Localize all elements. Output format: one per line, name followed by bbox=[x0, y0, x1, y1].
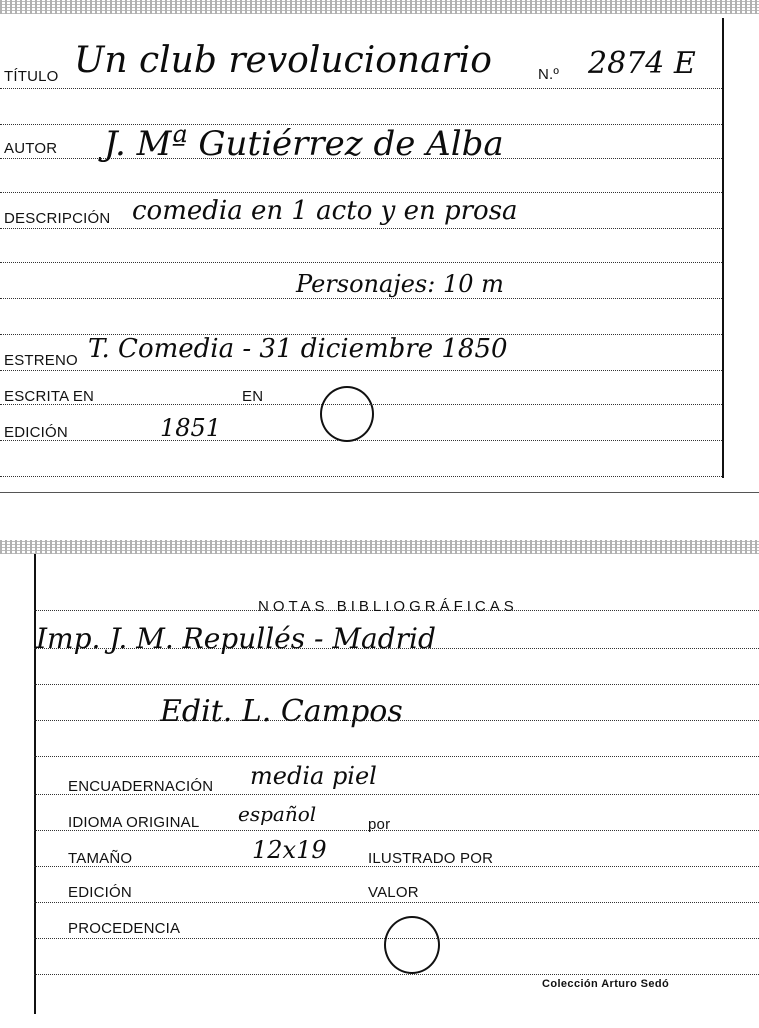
ruled-line bbox=[0, 298, 722, 299]
note-line-editor: Edit. L. Campos bbox=[160, 694, 403, 729]
escrita-label: ESCRITA EN bbox=[4, 388, 95, 405]
ruled-line bbox=[0, 192, 722, 193]
scan-edge-texture bbox=[0, 0, 759, 14]
personajes-value: Personajes: 10 m bbox=[296, 270, 504, 298]
titulo-label: TÍTULO bbox=[4, 68, 59, 85]
card-divider bbox=[0, 492, 759, 493]
ruled-line bbox=[0, 262, 722, 263]
autor-value: J. Mª Gutiérrez de Alba bbox=[104, 124, 504, 164]
numero-value: 2874 E bbox=[588, 46, 696, 81]
notas-heading: NOTAS BIBLIOGRÁFICAS bbox=[258, 598, 518, 615]
titulo-value: Un club revolucionario bbox=[74, 40, 492, 81]
descripcion-value: comedia en 1 acto y en prosa bbox=[132, 196, 518, 226]
card-right-edge bbox=[722, 18, 724, 478]
ruled-line bbox=[0, 476, 722, 477]
idioma-value: español bbox=[238, 802, 317, 826]
ruled-line bbox=[0, 370, 722, 371]
ruled-line bbox=[34, 974, 759, 975]
estreno-value: T. Comedia - 31 diciembre 1850 bbox=[88, 334, 508, 364]
ruled-line bbox=[0, 228, 722, 229]
encuadernacion-label: ENCUADERNACIÓN bbox=[68, 778, 214, 795]
catalog-card-front bbox=[0, 0, 759, 492]
descripcion-label: DESCRIPCIÓN bbox=[4, 210, 111, 227]
estreno-label: ESTRENO bbox=[4, 352, 78, 369]
edicion-label: EDICIÓN bbox=[4, 424, 68, 441]
note-line-imprenta: Imp. J. M. Repullés - Madrid bbox=[36, 622, 436, 655]
edicion-value: 1851 bbox=[160, 414, 222, 442]
tamano-value: 12x19 bbox=[252, 836, 327, 864]
numero-label: N.º bbox=[538, 66, 560, 83]
autor-label: AUTOR bbox=[4, 140, 58, 157]
por-label: por bbox=[368, 816, 391, 833]
procedencia-label: PROCEDENCIA bbox=[68, 920, 181, 937]
ruled-line bbox=[34, 684, 759, 685]
tamano-label: TAMAÑO bbox=[68, 850, 133, 867]
ilustrado-label: ILUSTRADO POR bbox=[368, 850, 494, 867]
stamp-circle bbox=[384, 916, 440, 974]
ruled-line bbox=[0, 440, 722, 441]
catalog-card-back bbox=[0, 540, 759, 1028]
idioma-label: IDIOMA ORIGINAL bbox=[68, 814, 200, 831]
stamp-circle bbox=[320, 386, 374, 442]
collection-credit: Colección Arturo Sedó bbox=[542, 978, 670, 990]
ruled-line bbox=[34, 902, 759, 903]
encuadernacion-value: media piel bbox=[250, 762, 377, 790]
valor-label: VALOR bbox=[368, 884, 419, 901]
edicion-label-back: EDICIÓN bbox=[68, 884, 132, 901]
ruled-line bbox=[0, 88, 722, 89]
en-label: EN bbox=[242, 388, 264, 405]
ruled-line bbox=[34, 756, 759, 757]
